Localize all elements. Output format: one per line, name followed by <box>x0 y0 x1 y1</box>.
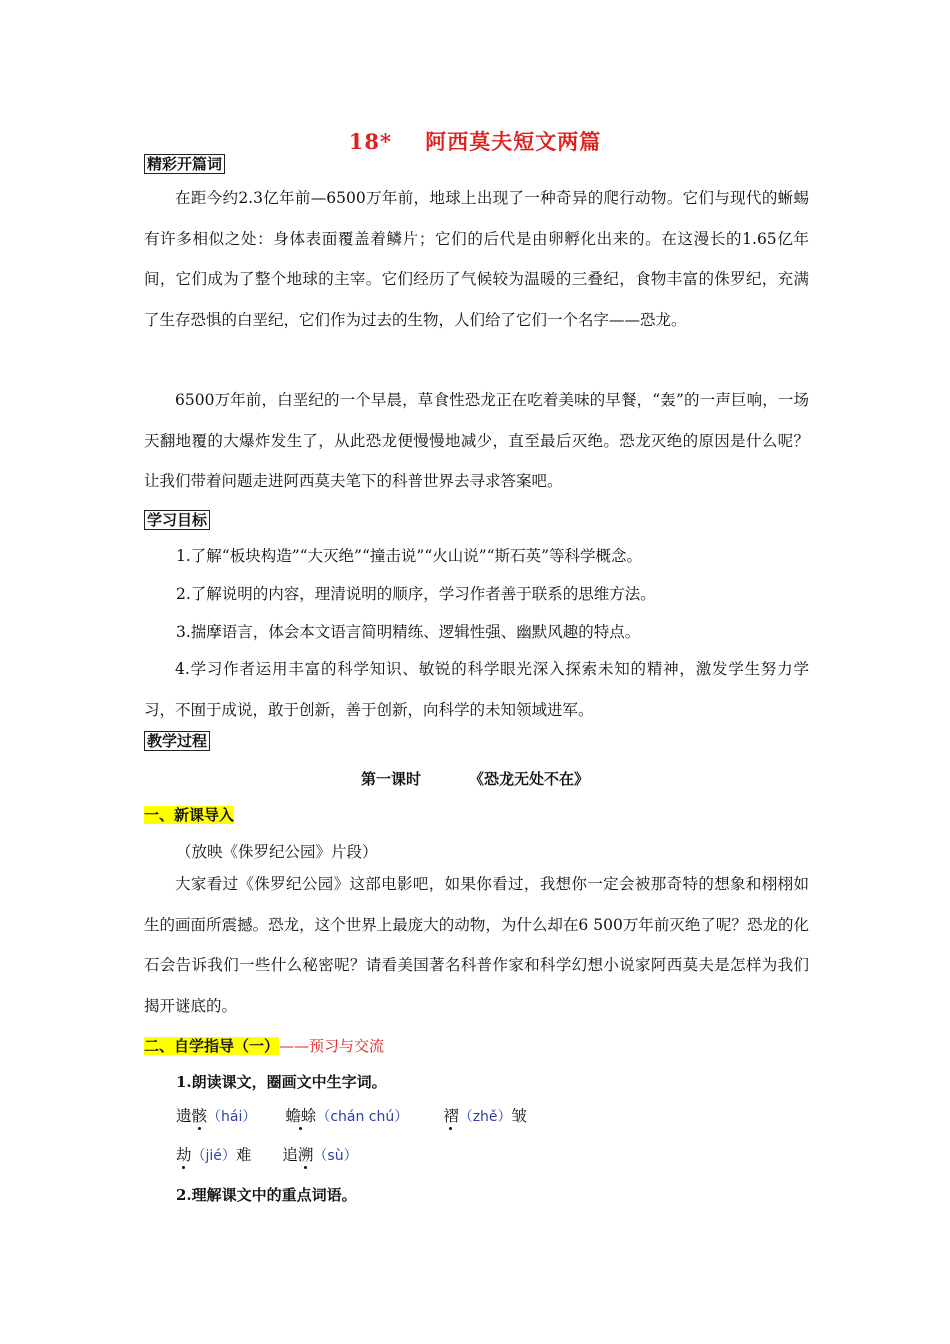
task-1: 1.朗读课文，圈画文中生字词。 <box>176 1073 387 1091</box>
vocab-row-2 <box>176 1143 358 1165</box>
goal-item-2: 2.了解说明的内容，理清说明的顺序，学习作者善于联系的思维方法。 <box>176 585 656 603</box>
vocab-word: 遗骸（hái） <box>176 1107 257 1125</box>
vocab-word: 蟾蜍（chán chú） <box>285 1107 409 1125</box>
goal-item-4: 4.学习作者运用丰富的科学知识、敏锐的科学眼光深入探索未知的精神，激发学生努力学习，不囿于成说，敢于创新，善于创新，向科学的未知领域进军。 <box>144 660 809 719</box>
step-heading-1 <box>144 804 234 825</box>
pinyin: （sù） <box>313 1148 358 1164</box>
pinyin: （jié） <box>191 1148 236 1164</box>
intro-paragraph-1: 在距今约2.3亿年前—6500万年前，地球上出现了一种奇异的爬行动物。它们与现代的蜥蜴有许多相似之处：身体表面覆盖着鳞片；它们的后代是由卵孵化出来的。在这漫长的1.65亿年间，它们成为了整个地球的主宰。它们经历了气候较为温暖的三叠纪，食物丰富的侏罗纪，充满了生存恐惧的白垩纪，它们作为过去的生物，人们给了它们一个名字——恐龙。 <box>144 189 809 329</box>
vocab-word: 褶（zhě）皱 <box>443 1107 528 1125</box>
step-heading-2 <box>144 1035 384 1056</box>
vocab-word: 追溯（sù） <box>282 1146 358 1164</box>
section-heading-goals: 学习目标 <box>144 510 210 530</box>
pinyin: （chán chú） <box>316 1109 409 1125</box>
step-heading-1-text: 一、新课导入 <box>144 806 235 824</box>
vocab-word: 劫（jié）难 <box>176 1146 252 1164</box>
pinyin: （hái） <box>207 1109 257 1125</box>
section-heading-intro: 精彩开篇词 <box>144 154 225 174</box>
page-title: 18* 阿西莫夫短文两篇 <box>348 129 602 154</box>
lesson-title: 《恐龙无处不在》 <box>469 770 590 788</box>
intro-paragraph-2: 6500万年前，白垩纪的一个早晨，草食性恐龙正在吃着美味的早餐，“轰”的一声巨响，一场天翻地覆的大爆炸发生了，从此恐龙便慢慢地减少，直至最后灭绝。恐龙灭绝的原因是什么呢？让我们带着问题走进阿西莫夫笔下的科普世界去寻求答案吧。 <box>144 391 809 490</box>
lesson-label: 第一课时 <box>360 770 421 788</box>
task-2: 2.理解课文中的重点词语。 <box>176 1186 357 1204</box>
section-heading-process: 教学过程 <box>144 731 210 751</box>
goal-item-3: 3.揣摩语言，体会本文语言简明精练、逻辑性强、幽默风趣的特点。 <box>176 623 641 641</box>
pinyin: （zhě） <box>458 1109 512 1125</box>
lesson-heading <box>0 768 950 789</box>
goal-item-1: 1.了解“板块构造”“大灭绝”“撞击说”“火山说”“斯石英”等科学概念。 <box>176 547 643 565</box>
step-1-paragraph: 大家看过《侏罗纪公园》这部电影吧，如果你看过，我想你一定会被那奇特的想象和栩栩如生的画面所震撼。恐龙，这个世界上最庞大的动物，为什么却在6 500万年前灭绝了呢？恐龙的化石会告诉我们一些什么秘密呢？请看美国著名科普作家和科学幻想小说家阿西莫夫是怎样为我们揭开谜底的。 <box>144 875 809 1015</box>
step-heading-2-text: 二、自学指导（一） <box>144 1037 280 1055</box>
vocab-row-1 <box>176 1104 527 1126</box>
step-heading-2-subtitle: ——预习与交流 <box>279 1037 385 1055</box>
step-1-note: （放映《侏罗纪公园》片段） <box>176 843 378 861</box>
